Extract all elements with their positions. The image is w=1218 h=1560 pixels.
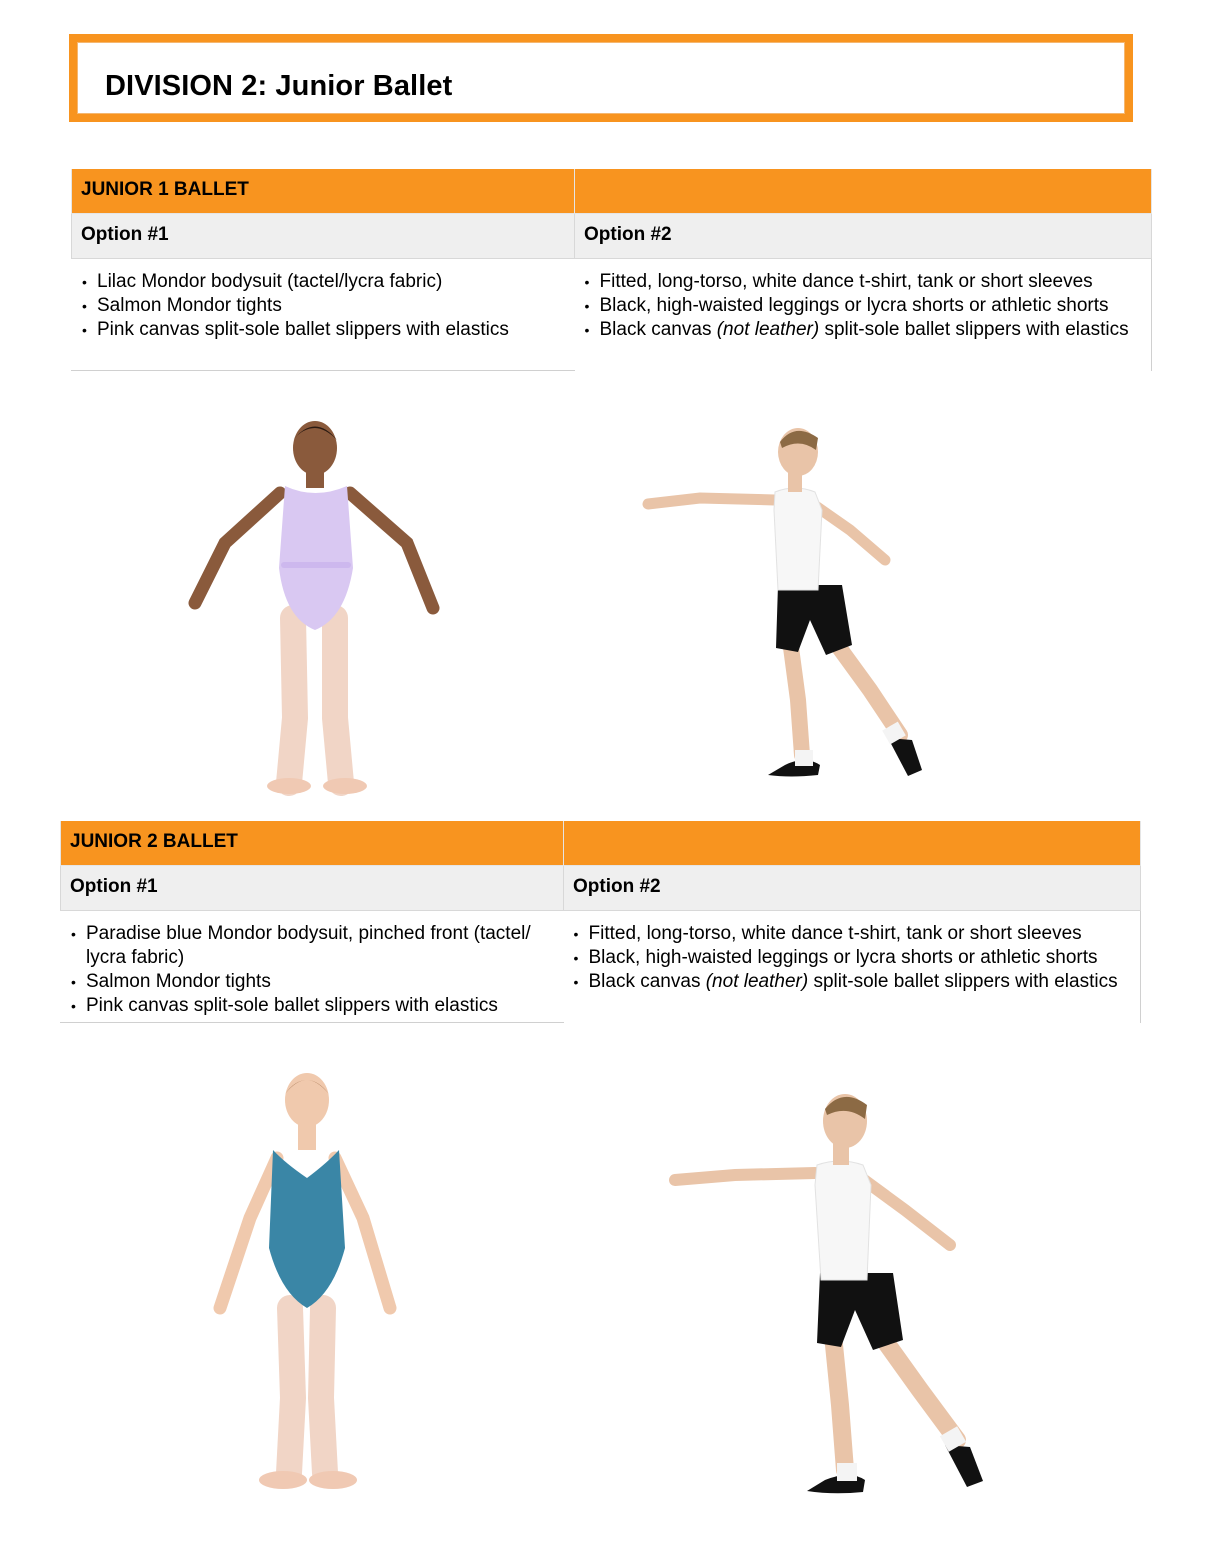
list-item: • Black, high-waisted leggings or lycra shorts or athletic shorts bbox=[600, 294, 1152, 318]
option1-list-cell bbox=[61, 911, 564, 1023]
option1-label: Option #1 bbox=[81, 224, 169, 245]
option1-label: Option #1 bbox=[70, 876, 158, 897]
option1-list bbox=[61, 911, 564, 1018]
section-heading: JUNIOR 1 BALLET bbox=[81, 179, 249, 200]
boy-white-tshirt-image-2 bbox=[665, 1085, 995, 1503]
section-heading-blank bbox=[575, 169, 1152, 214]
list-item: • Pink canvas split-sole ballet slippers with elastics bbox=[97, 318, 575, 342]
section-heading-blank bbox=[564, 821, 1141, 866]
item-italic: (not leather) bbox=[705, 971, 809, 992]
option1-cell bbox=[72, 214, 575, 259]
option1-list bbox=[72, 259, 575, 342]
item-text: Black canvas bbox=[588, 971, 706, 992]
list-item: • Salmon Mondor tights bbox=[86, 970, 556, 994]
option2-label: Option #2 bbox=[584, 224, 672, 245]
option2-list bbox=[564, 911, 1141, 994]
girl-blue-bodysuit-image bbox=[205, 1068, 405, 1496]
option2-list bbox=[575, 259, 1152, 342]
option2-list-cell bbox=[575, 259, 1152, 371]
junior-1-table bbox=[71, 169, 1152, 371]
option1-cell bbox=[61, 866, 564, 911]
section-heading-cell bbox=[72, 169, 575, 214]
list-item: • Fitted, long-torso, white dance t-shirt, tank or short sleeves bbox=[600, 270, 1152, 294]
list-item: • Pink canvas split-sole ballet slippers with elastics bbox=[86, 994, 556, 1018]
option2-label: Option #2 bbox=[573, 876, 661, 897]
option1-list-cell bbox=[72, 259, 575, 371]
page-title: DIVISION 2: Junior Ballet bbox=[105, 70, 453, 102]
list-item: • Fitted, long-torso, white dance t-shirt, tank or short sleeves bbox=[589, 922, 1141, 946]
section-heading: JUNIOR 2 BALLET bbox=[70, 831, 238, 852]
title-box bbox=[69, 34, 1133, 122]
list-item bbox=[600, 318, 1152, 342]
option2-cell bbox=[564, 866, 1141, 911]
item-text: split-sole ballet slippers with elastics bbox=[808, 971, 1118, 992]
girl-lilac-bodysuit-image bbox=[185, 418, 445, 796]
section-heading-cell bbox=[61, 821, 564, 866]
list-item: • Lilac Mondor bodysuit (tactel/lycra fabric) bbox=[97, 270, 575, 294]
list-item: • Salmon Mondor tights bbox=[97, 294, 575, 318]
item-text: split-sole ballet slippers with elastics bbox=[819, 319, 1129, 340]
junior-2-table bbox=[60, 821, 1141, 1023]
list-item bbox=[589, 970, 1141, 994]
option2-list-cell bbox=[564, 911, 1141, 1023]
option2-cell bbox=[575, 214, 1152, 259]
list-item: • Black, high-waisted leggings or lycra shorts or athletic shorts bbox=[589, 946, 1141, 970]
item-italic: (not leather) bbox=[716, 319, 820, 340]
boy-white-tshirt-image bbox=[640, 420, 930, 788]
item-text: Black canvas bbox=[599, 319, 717, 340]
list-item: • Paradise blue Mondor bodysuit, pinched front (tactel/ lycra fabric) bbox=[86, 922, 556, 970]
